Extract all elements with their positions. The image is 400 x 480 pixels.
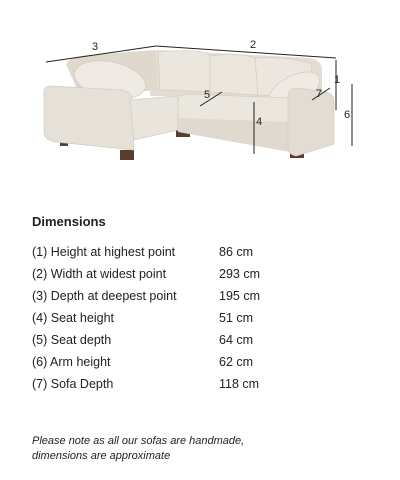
dimension-label: (6) Arm height [32, 355, 111, 369]
dimension-value: 195 cm [219, 289, 260, 303]
sofa-diagram [0, 0, 400, 200]
dimension-row [32, 373, 372, 395]
marker-6: 6 [344, 109, 351, 121]
dimension-value: 86 cm [219, 245, 254, 259]
marker-1: 1 [334, 74, 341, 86]
dimension-label: (5) Seat depth [32, 333, 112, 347]
note-line-2: dimensions are approximate [32, 450, 171, 462]
dimension-label: (7) Sofa Depth [32, 377, 114, 391]
back-cushion [210, 54, 258, 95]
note-line-1: Please note as all our sofas are handmade, [32, 435, 245, 447]
dimension-row [32, 329, 372, 351]
marker-7: 7 [316, 88, 323, 100]
marker-2: 2 [250, 39, 257, 51]
dimension-value: 51 cm [219, 311, 254, 325]
dimension-label: (1) Height at highest point [32, 245, 176, 259]
marker-3: 3 [92, 41, 99, 53]
dimension-label: (2) Width at widest point [32, 267, 167, 281]
marker-4: 4 [256, 116, 263, 128]
handmade-note [32, 434, 372, 464]
dimension-row [32, 263, 372, 285]
sofa-arm-left [44, 86, 134, 150]
dimension-row [32, 285, 372, 307]
back-cushion [158, 51, 210, 92]
sofa-seat-front [178, 118, 290, 152]
dimensions-section [32, 214, 372, 395]
sofa-leg [120, 150, 134, 160]
marker-5: 5 [204, 89, 211, 101]
sofa-arm-right [288, 88, 334, 156]
dimension-row [32, 241, 372, 263]
dimension-row [32, 351, 372, 373]
dimension-value: 293 cm [219, 267, 260, 281]
dimension-label: (4) Seat height [32, 311, 114, 325]
dimension-value: 64 cm [219, 333, 254, 347]
dimension-value: 118 cm [219, 377, 260, 391]
sofa-seat-left [130, 96, 178, 140]
dimensions-heading: Dimensions [32, 214, 106, 229]
dimension-value: 62 cm [219, 355, 254, 369]
dimension-label: (3) Depth at deepest point [32, 289, 177, 303]
dimension-row [32, 307, 372, 329]
